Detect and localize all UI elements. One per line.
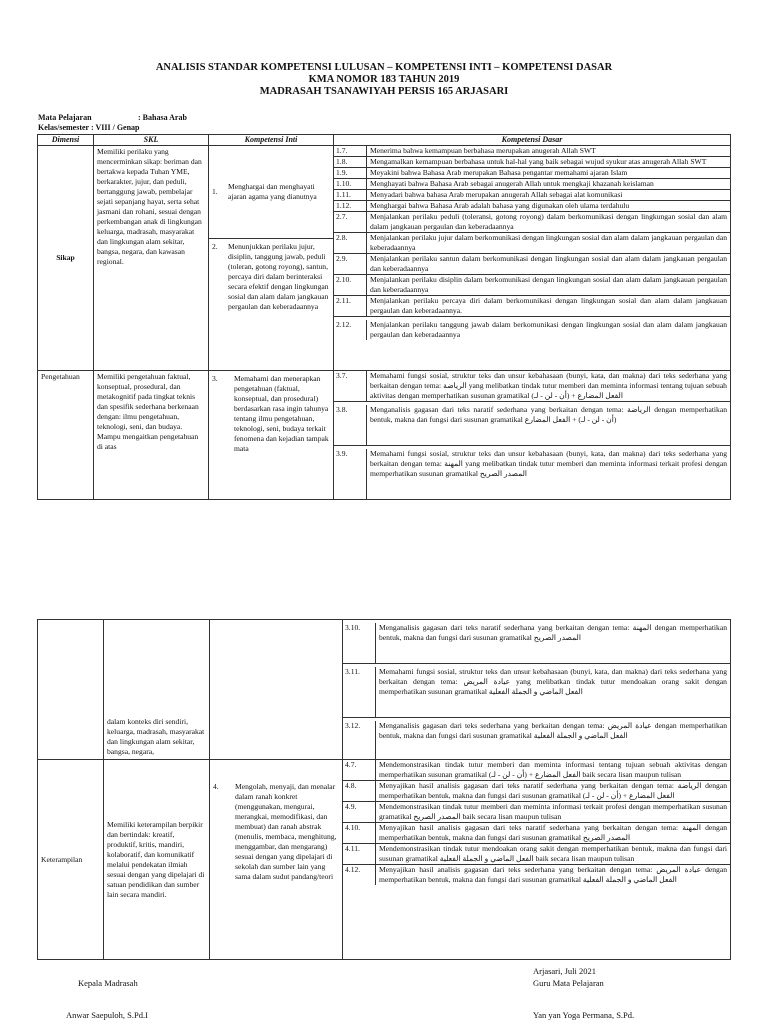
kd-text: Menyajikan hasil analisis gagasan dari teks naratif sederhana yang berkaitan dengan tema: الرياضة dengan memperhatikan bentuk, makna dan fungsi dari susunan gramatikal (أن - لن - لـ) + الفعل المضارع xyxy=(379,781,727,800)
kd-row xyxy=(343,781,730,802)
dimensi-sikap: Sikap xyxy=(38,146,94,371)
skl-pengetahuan: Memiliki pengetahuan faktual, konseptual, prosedural, dan metakognitif pada tingkat teknis dan spesifik sederhana berkenaan dengan: ilmu pengetahuan, teknologi, seni, dan budaya. Mampu mengaitkan pengetahuan di atas xyxy=(94,371,209,500)
kd-number: 2.10. xyxy=(334,275,367,295)
kd-text: Mengamalkan kemampuan berbahasa untuk hal-hal yang baik sebagai wujud syukur atas anugerah Allah SWT xyxy=(370,157,707,166)
row-pengetahuan xyxy=(38,371,731,500)
kd-row xyxy=(334,402,730,446)
kd-row xyxy=(334,168,730,179)
col-header-ki: Kompetensi Inti xyxy=(209,135,334,146)
ki-item xyxy=(209,146,333,239)
kd-list-keterampilan xyxy=(343,760,731,960)
kd-text: Menganalisis gagasan dari teks naratif sederhana yang berkaitan dengan tema: المهنة dengan memperhatikan bentuk, makna dan fungsi dari susunan gramatikal المصدر الصريح xyxy=(379,623,728,642)
kd-text: Meyakini bahwa Bahasa Arab merupakan Bahasa pengantar memahami ajaran Islam xyxy=(370,168,628,177)
kd-number: 3.11. xyxy=(343,667,376,717)
signature-left-name: Anwar Saepuloh, S.Pd.I xyxy=(66,1010,148,1020)
kd-row xyxy=(343,620,730,664)
col-header-dimensi: Dimensi xyxy=(38,135,94,146)
kd-text: Memahami fungsi sosial, struktur teks dan unsur kebahasaan (bunyi, kata, dan makna) dari teks sederhana yang berkaitan dengan tema: الرياضة yang melibatkan tindak tutur memberi dan meminta informasi tentang tujuan sebuah aktivitas dengan memperhatikan susunan gramatikal (أن - لن - لـ) + الفعل المضارع xyxy=(370,371,727,400)
ki-sikap xyxy=(209,146,334,371)
meta-subject xyxy=(38,113,187,122)
meta-subject-value: : Bahasa Arab xyxy=(138,113,187,122)
dimensi-pengetahuan-continued xyxy=(38,620,104,760)
col-header-kd: Kompetensi Dasar xyxy=(334,135,731,146)
kd-row xyxy=(334,179,730,190)
kd-number: 4.9. xyxy=(343,802,376,822)
ki-text: Mengolah, menyaji, dan menalar dalam ranah konkret (menggunakan, mengurai, merangkai, memodifikasi, dan membuat) dan ranah abstrak (menulis, membaca, menghitung, menggambar, dan mengarang) sesuai dengan yang dipelajari di sekolah dan sumber lain yang sama dalam sudut pandang/teori xyxy=(235,782,337,881)
ki-number: 3. xyxy=(212,374,218,383)
kd-number: 3.9. xyxy=(334,449,367,499)
kd-text: Menyajikan hasil analisis gagasan dari teks naratif sederhana yang berkaitan dengan tema: المهنة dengan memperhatikan bentuk, makna dan fungsi dari susunan gramatikal المصدر الصريح xyxy=(379,823,727,842)
kd-text: Menjalankan perilaku tanggung jawab dalam berkomunikasi dengan lingkungan sosial dan alam dalam jangkauan pergaulan dan keberadaannya xyxy=(370,320,727,339)
kd-text: Memahami fungsi sosial, struktur teks dan unsur kebahasaan (bunyi, kata, dan makna) dari teks sederhana yang berkaitan dengan tema: المهنة yang melibatkan tindak tutur memberi dan meminta informasi terkait profesi dengan memperhatikan susunan gramatikal المصدر الصريح xyxy=(370,449,727,478)
kd-row xyxy=(334,296,730,317)
kd-text: Menyajikan hasil analisis gagasan dari teks sederhana yang berkaitan dengan tema: عيادة المريض dengan memperhatikan bentuk, makna dan fungsi dari susunan gramatikal الفعل الماضي و الجملة الفعلية xyxy=(379,865,727,884)
ki-text: Menunjukkan perilaku jujur, disiplin, tanggung jawab, peduli (toleran, gotong royong), santun, percaya diri dalam berinteraksi secara efektif dengan lingkungan sosial dan alam dalam jangkauan pergaulan dan keberadaannya xyxy=(228,242,329,311)
ki-pengetahuan xyxy=(209,371,334,500)
signature-right-name: Yan yan Yoga Permana, S.Pd. xyxy=(533,1010,635,1020)
kd-row xyxy=(334,190,730,201)
col-header-skl: SKL xyxy=(94,135,209,146)
ki-number: 4. xyxy=(213,782,219,791)
ki-keterampilan xyxy=(210,760,343,960)
kd-number: 1.10. xyxy=(334,179,367,189)
kd-list-pengetahuan-continued xyxy=(343,620,731,760)
kd-row xyxy=(343,844,730,865)
kd-row xyxy=(334,446,730,499)
skl-sikap: Memiliki perilaku yang mencerminkan sikap: beriman dan bertakwa kepada Tuhan YME, berkarakter, jujur, dan peduli, bertanggung jawab, pembelajar sejati sepanjang hayat, serta sehat jasmani dan rohani, sesuai dengan perkembangan anak di lingkungan keluarga, madrasah, masyarakat dan lingkungan alam sekitar, bangsa, negara, dan kawasan regional. xyxy=(94,146,209,371)
skl-keterampilan: Memiliki keterampilan berpikir dan bertindak: kreatif, produktif, kritis, mandiri, kolaboratif, dan komunikatif melalui pendekatan ilmiah sesuai dengan yang dipelajari di satuan pendidikan dan sumber lain secara mandiri. xyxy=(104,760,210,960)
kd-number: 1.8. xyxy=(334,157,367,167)
kd-number: 4.11. xyxy=(343,844,376,864)
kd-number: 3.12. xyxy=(343,721,376,759)
kd-row xyxy=(343,802,730,823)
kd-number: 3.7. xyxy=(334,371,367,401)
competency-table-part2 xyxy=(37,619,731,960)
kd-text: Menjalankan perilaku santun dalam berkomunikasi dengan lingkungan sosial dan alam dalam jangkauan pergaulan dan keberadaannya xyxy=(370,254,727,273)
kd-row xyxy=(343,823,730,844)
ki-number: 2. xyxy=(212,242,218,251)
kd-number: 1.11. xyxy=(334,190,367,200)
kd-text: Mendemonstrasikan tindak tutur memberi dan meminta informasi tentang tujuan sebuah aktivitas dengan memperhatikan susunan gramatikal (أن - لن - لـ) + الفعل المضارع baik secara lisan maupun tulisan xyxy=(379,760,727,779)
kd-text: Menjalankan perilaku peduli (toleransi, gotong royong) dalam berkomunikasi dengan lingkungan sosial dan alam dalam jangkauan pergaulan dan keberadaannya xyxy=(370,212,727,231)
kd-row xyxy=(334,212,730,233)
kd-number: 2.12. xyxy=(334,320,367,340)
kd-text: Menyadari bahwa bahasa Arab merupakan anugerah Allah sebagai alat komunikasi xyxy=(370,190,623,199)
document-title: ANALISIS STANDAR KOMPETENSI LULUSAN – KOMPETENSI INTI – KOMPETENSI DASAR xyxy=(155,62,613,73)
kd-row xyxy=(343,865,730,885)
kd-text: Menjalankan perilaku disiplin dalam berkomunikasi dengan lingkungan sosial dan alam dalam jangkauan pergaulan dan keberadaannya xyxy=(370,275,727,294)
kd-text: Menghargai bahwa Bahasa Arab adalah bahasa yang digunakan oleh ulama terdahulu xyxy=(370,201,630,210)
kd-number: 4.12. xyxy=(343,865,376,885)
ki-item xyxy=(209,371,333,457)
kd-row xyxy=(334,317,730,340)
kd-row xyxy=(334,157,730,168)
signature-place-date: Arjasari, Juli 2021 xyxy=(533,966,597,976)
kd-row xyxy=(334,201,730,212)
kd-text: Menghayati bahwa Bahasa Arab sebagai anugerah Allah untuk mengkaji khazanah keislaman xyxy=(370,179,654,188)
skl-pengetahuan-continued: dalam konteks diri sendiri, keluarga, madrasah, masyarakat dan lingkungan alam sekitar, bangsa, negara, xyxy=(104,620,210,760)
kd-number: 1.9. xyxy=(334,168,367,178)
ki-item xyxy=(210,760,342,885)
kd-number: 4.10. xyxy=(343,823,376,843)
meta-class xyxy=(38,123,139,132)
kd-number: 4.7. xyxy=(343,760,376,780)
kd-text: Menjalankan perilaku jujur dalam berkomunikasi dengan lingkungan sosial dan alam dalam jangkauan pergaulan dan keberadaannya xyxy=(370,233,727,252)
meta-class-value: : VIII / Genap xyxy=(90,123,140,132)
kd-number: 1.12. xyxy=(334,201,367,211)
document-subtitle-kma: KMA NOMOR 183 TAHUN 2019 xyxy=(308,74,460,85)
kd-list-sikap xyxy=(334,146,731,371)
dimensi-pengetahuan: Pengetahuan xyxy=(38,371,94,500)
competency-table-part1 xyxy=(37,134,731,500)
kd-number: 2.11. xyxy=(334,296,367,316)
kd-number: 2.9. xyxy=(334,254,367,274)
kd-text: Memahami fungsi sosial, struktur teks dan unsur kebahasaan (bunyi, kata, dan makna) dari teks sederhana yang berkaitan dengan tema: عيادة المريض yang melibatkan tindak tutur mendoakan orang sakit dengan memperhatikan susunan gramatikal الفعل الماضي و الجملة الفعلية xyxy=(379,667,727,696)
kd-row xyxy=(334,146,730,157)
kd-row xyxy=(334,371,730,402)
kd-number: 1.7. xyxy=(334,146,367,156)
kd-row xyxy=(334,254,730,275)
kd-number: 2.7. xyxy=(334,212,367,232)
kd-text: Menganalisis gagasan dari teks sederhana yang berkaitan dengan tema: عيادة المريض dengan memperhatikan bentuk, makna dan fungsi dari susunan gramatikal الفعل الماضي و الجملة الفعلية xyxy=(379,721,727,740)
ki-text: Memahami dan menerapkan pengetahuan (faktual, konseptual, dan prosedural) berdasarkan rasa ingin tahunya tentang ilmu pengetahuan, teknologi, seni, budaya terkait fenomena dan kejadian tampak mata xyxy=(234,374,329,453)
row-pengetahuan-continued xyxy=(38,620,731,760)
kd-text: Menerima bahwa kemampuan berbahasa merupakan anugerah Allah SWT xyxy=(370,146,596,155)
kd-text: Menganalisis gagasan dari teks naratif sederhana yang berkaitan dengan tema: الرياضة dengan memperhatikan bentuk, makna dan fungsi dari susunan gramatikal أن - لن - لـ) + الفعل المضارع) xyxy=(370,405,728,424)
ki-item xyxy=(209,239,333,315)
kd-row xyxy=(343,664,730,718)
meta-class-label: Kelas/semester xyxy=(38,123,89,132)
row-sikap xyxy=(38,146,731,371)
kd-number: 4.8. xyxy=(343,781,376,801)
kd-list-pengetahuan xyxy=(334,371,731,500)
table-header-row xyxy=(38,135,731,146)
ki-pengetahuan-continued xyxy=(210,620,343,760)
dimensi-keterampilan: Keterampilan xyxy=(38,760,104,960)
kd-number: 3.8. xyxy=(334,405,367,445)
document-subtitle-madrasah: MADRASAH TSANAWIYAH PERSIS 165 ARJASARI xyxy=(259,86,509,97)
signature-right-role: Guru Mata Pelajaran xyxy=(533,978,604,988)
kd-row xyxy=(343,760,730,781)
ki-number: 1. xyxy=(212,187,218,196)
meta-subject-label: Mata Pelajaran xyxy=(38,113,92,122)
kd-number: 2.8. xyxy=(334,233,367,253)
kd-text: Mendemonstrasikan tindak tutur mendoakan orang sakit dengan memperhatikan bentuk, makna dan fungsi dari susunan gramatikal الفعل الماضي و الجملة الفعلية baik secara lisan maupun tulisan xyxy=(379,844,727,863)
row-keterampilan xyxy=(38,760,731,960)
kd-row xyxy=(334,233,730,254)
ki-text: Menghargai dan menghayati ajaran agama yang dianutnya xyxy=(228,182,317,201)
kd-text: Menjalankan perilaku percaya diri dalam berkomunikasi dengan lingkungan sosial dan alam dalam jangkauan pergaulan dan keberadaannya. xyxy=(370,296,727,315)
signature-left-role: Kepala Madrasah xyxy=(78,978,138,988)
kd-number: 3.10. xyxy=(343,623,376,663)
kd-text: Mendemonstrasikan tindak tutur memberi dan meminta informasi terkait profesi dengan memperhatikan susunan gramatikal المصدر الصريح baik secara lisan maupun tulisan xyxy=(379,802,727,821)
kd-row xyxy=(334,275,730,296)
kd-row xyxy=(343,718,730,759)
